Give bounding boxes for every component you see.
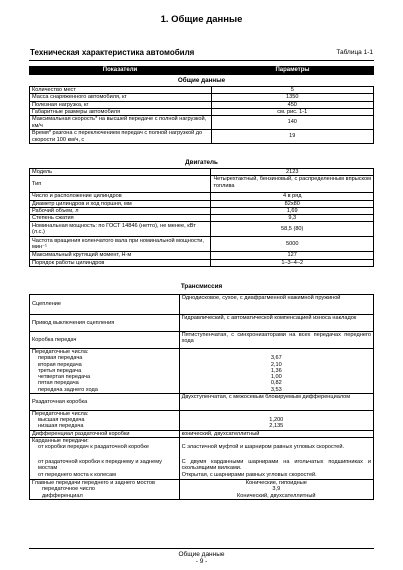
row-label: дифференциал: [42, 492, 83, 499]
cardan-value: Открытая, с шарнирами равных угловых скоростей.: [181, 471, 317, 478]
header-col-parameters: Параметры: [275, 67, 310, 73]
gear-ratios-values: [179, 349, 373, 394]
row-label: Номинальная мощность: по ГОСТ 14846 (нетто), не менее, кВт (л.с.): [30, 222, 211, 237]
ratio-label: первая передача: [38, 355, 83, 362]
transfer-ratios-title: Передаточные числа:: [32, 410, 89, 417]
ratio-value: 1,00: [270, 374, 282, 381]
row-label: Тип: [30, 176, 211, 193]
row-value: Гидравлический, с автоматической компенсацией износа накладок: [179, 315, 373, 332]
table-row: [30, 207, 374, 214]
ratio-label: четвертая передача: [38, 374, 91, 380]
row-value: 1350: [211, 94, 373, 101]
row-value: 3,9: [272, 486, 281, 493]
row-value: Конические, гипоидные: [245, 480, 307, 487]
row-value: 140: [211, 116, 373, 130]
general-table: [29, 86, 374, 144]
row-label: Сцепление: [30, 295, 180, 315]
cardan-values: [179, 437, 373, 479]
table-row: [30, 315, 374, 332]
group-engine: Двигатель: [185, 159, 218, 166]
ratio-value: 0,82: [270, 380, 282, 387]
table-row: [30, 176, 374, 193]
ratio-label: передача заднего хода: [38, 386, 98, 393]
row-value: 4 в ряд: [211, 193, 374, 200]
transmission-table: [29, 294, 374, 500]
ratio-value: 1,36: [270, 367, 282, 374]
ratio-label: высшая передача: [38, 417, 85, 424]
table-row: [30, 393, 374, 410]
row-value: Двухступенчатая, с межосевым блокируемым дифференциалом: [179, 393, 373, 410]
heading-rule: [29, 60, 374, 61]
table-number: Таблица 1-1: [336, 49, 373, 56]
table-heading: Техническая характеристика автомобиля: [30, 48, 195, 57]
row-label: Время* разгона с переключением передач с полной нагрузкой до скорости 100 км/ч, с: [30, 130, 212, 144]
gear-ratios-labels: [30, 349, 180, 394]
row-label: Частота вращения коленчатого вала при номинальной мощности, мин⁻¹: [30, 237, 211, 252]
row-value: 82х80: [211, 200, 374, 207]
table-row: [30, 430, 374, 437]
row-value: 450: [211, 101, 373, 108]
table-row: [30, 332, 374, 349]
cardan-value: С эластичной муфтой и шарниром равных угловых скоростей.: [181, 443, 345, 450]
ratio-label: третья передача: [38, 367, 82, 374]
table-row: [30, 437, 374, 479]
cardan-label: от коробки передач к раздаточной коробке: [38, 444, 150, 451]
row-label: Полезная нагрузка, кг: [30, 101, 212, 108]
gear-ratios-title: Передаточные числа:: [32, 349, 89, 355]
row-label: Число и расположение цилиндров: [30, 193, 211, 200]
row-label: Масса снаряженного автомобиля, кг: [30, 94, 212, 101]
row-label: Порядок работы цилиндров: [30, 259, 211, 266]
row-label: Степень сжатия: [30, 215, 211, 222]
row-label: Раздаточная коробка: [30, 393, 180, 410]
engine-table: [29, 168, 374, 267]
cardan-value: С двумя карданными шарнирами на игольчатых подшипниках и скользящими вилками.: [181, 458, 371, 472]
table-row: [30, 222, 374, 237]
footer-rule: [29, 548, 374, 549]
row-label: Модель: [30, 169, 211, 176]
table-row: [30, 130, 374, 144]
row-label: Привод выключения сцепления: [30, 315, 180, 332]
table-row: [30, 480, 374, 500]
ratio-label: низшая передача: [38, 423, 84, 430]
table-header: [29, 66, 374, 75]
row-value: 9,3: [211, 215, 374, 222]
ratio-label: вторая передача: [38, 361, 82, 368]
row-label: Коробка передач: [30, 332, 180, 349]
main-gears-values: [179, 480, 373, 500]
table-row: [30, 252, 374, 259]
table-row: [30, 87, 374, 94]
transfer-ratios-values: [179, 410, 373, 430]
cardan-label: от переднего моста к колесам: [38, 472, 116, 479]
row-value: конический, двухсателлитный: [179, 430, 373, 437]
table-row: [30, 116, 374, 130]
ratio-value: 2,10: [270, 361, 282, 368]
row-label: Максимальная скорость* на высшей передаче с полной нагрузкой, км/ч: [30, 116, 212, 130]
row-label: Главные передачи переднего и заднего мостов: [32, 480, 155, 487]
main-gears-labels: [30, 480, 180, 500]
row-value: 1,69: [211, 207, 374, 214]
table-row: [30, 215, 374, 222]
table-row: [30, 200, 374, 207]
ratio-label: пятая передача: [38, 380, 79, 387]
row-value: 127: [211, 252, 374, 259]
group-general: Общие данные: [177, 77, 226, 84]
transfer-ratios-labels: [30, 410, 180, 430]
table-row: [30, 349, 374, 394]
row-label: Количество мест: [30, 87, 212, 94]
ratio-value: 3,53: [270, 386, 282, 393]
row-label: Диаметр цилиндров и ход поршня, мм: [30, 200, 211, 207]
cardan-labels: [30, 437, 180, 479]
table-row: [30, 169, 374, 176]
row-value: 5: [211, 87, 373, 94]
table-row: [30, 193, 374, 200]
table-row: [30, 410, 374, 430]
row-value: 2123: [211, 169, 374, 176]
cardan-label: от раздаточной коробки к переднему и заднему мостам: [38, 459, 162, 472]
group-transmission: Трансмиссия: [180, 283, 223, 290]
row-value: 1–3–4–2: [211, 259, 374, 266]
table-row: [30, 237, 374, 252]
page-number: - 9 -: [195, 558, 208, 566]
section-title: 1. Общие данные: [160, 14, 243, 25]
row-label: Рабочий объем, л: [30, 207, 211, 214]
row-value: Однодисковое, сухое, с диафрагменной нажимной пружиной: [179, 295, 373, 315]
row-value: см. рис. 1-1: [211, 108, 373, 115]
cardan-title: Карданные передачи:: [32, 437, 89, 444]
footer-title: Общие данные: [178, 551, 225, 558]
ratio-value: 3,67: [270, 355, 282, 362]
row-value: Конический, двухсателлитный: [237, 492, 316, 499]
row-value: 58,5 (80): [211, 222, 374, 237]
row-value: 5000: [211, 237, 374, 252]
table-row: [30, 295, 374, 315]
row-label: Максимальный крутящий момент, Н·м: [30, 252, 211, 259]
row-value: Пятиступенчатая, с синхронизаторами на всех передачах переднего хода: [179, 332, 373, 349]
table-row: [30, 101, 374, 108]
table-row: [30, 94, 374, 101]
header-col-indicators: Показатели: [102, 67, 138, 73]
table-row: [30, 108, 374, 115]
row-label: Габаритные размеры автомобиля: [30, 108, 212, 115]
row-label: Дифференциал раздаточной коробки: [30, 430, 180, 437]
table-row: [30, 259, 374, 266]
row-label: передаточное число: [42, 486, 96, 493]
ratio-value: 2,135: [269, 423, 284, 430]
page-footer: [0, 551, 403, 566]
ratio-value: 1,200: [269, 417, 284, 424]
row-value: Четырехтактный, бензиновый, с распределенным впрыском топлива: [211, 176, 374, 193]
row-value: 19: [211, 130, 373, 144]
